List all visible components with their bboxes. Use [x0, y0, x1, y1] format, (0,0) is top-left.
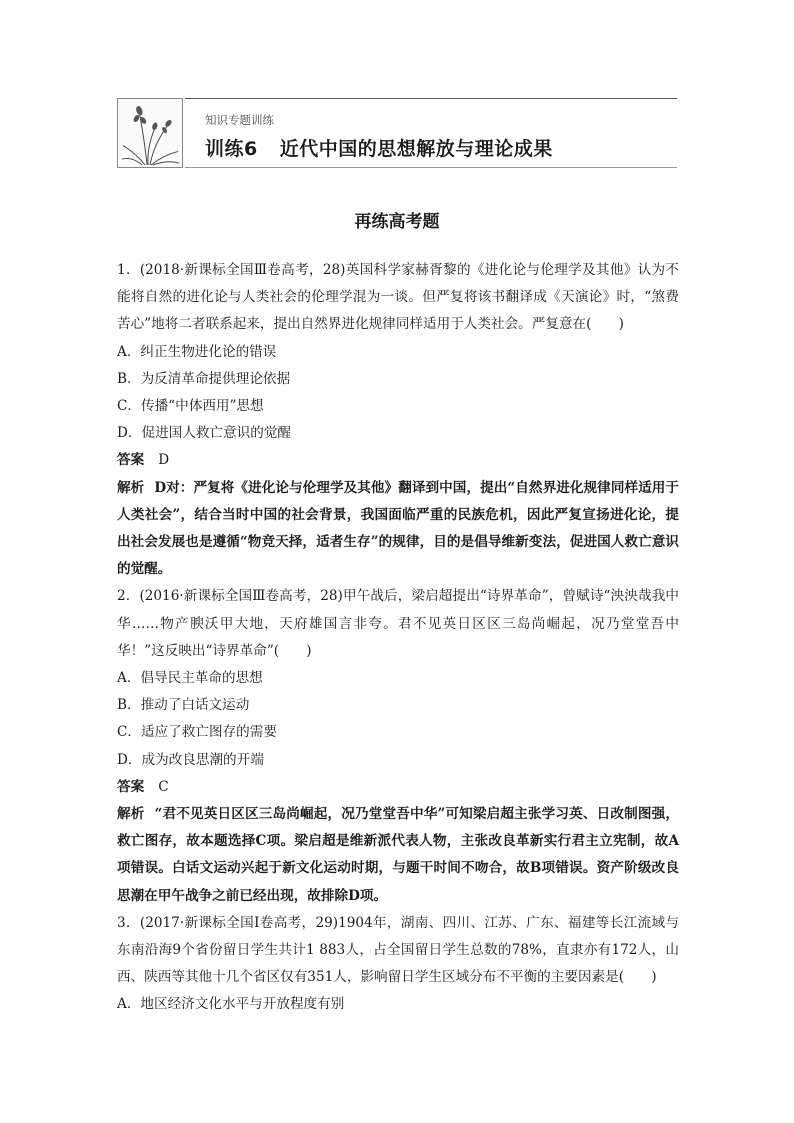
unit-title-text: 近代中国的思想解放与理论成果 [279, 138, 553, 160]
answer-line [117, 774, 679, 801]
unit-title [205, 134, 553, 161]
analysis-text: D对：严复将《进化论与伦理学及其他》翻译到中国，提出“自然界进化规律同样适用于人类社会”，结合当时中国的社会背景，我国面临严重的民族危机，因此严复宣扬进化论，提出社会发展也是遵循“物竞天择，适者生存”的规律，目的是倡导维新变法，促进国人救亡意识的觉醒。 [117, 479, 680, 578]
orchid-logo-icon [117, 98, 183, 168]
analysis-line [117, 475, 679, 584]
unit-number: 训练6 [205, 138, 258, 160]
answer-label: 答案 [117, 452, 145, 469]
analysis-label: 解析 [117, 806, 145, 823]
option-c: C．传播“中体西用”思想 [117, 398, 264, 415]
option-b: B．推动了白话文运动 [117, 697, 250, 714]
option-b: B．为反清革命提供理论依据 [117, 370, 291, 387]
option-a: A．纠正生物进化论的错误 [117, 343, 277, 360]
analysis-line [117, 801, 679, 910]
option-a: A．倡导民主革命的思想 [117, 670, 263, 687]
answer-value: D [158, 452, 170, 469]
page-header [117, 98, 677, 168]
header-top-rule [185, 98, 677, 99]
option-d: D．促进国人救亡意识的觉醒 [117, 425, 292, 442]
header-kicker: 知识专题训练 [205, 113, 274, 127]
question-stem: 3．(2017·新课标全国Ⅰ卷高考，29)1904年，湖南、四川、江苏、广东、福建等长江流域与东南沿海9个省份留日学生共计1 883人，占全国留日学生总数的78%，直隶亦有172人，山西、陕西等其他十几个省区仅有351人，影响留日学生区域分布不平衡的主要因素是( ) [117, 914, 679, 986]
option-c: C．适应了救亡图存的需要 [117, 724, 277, 741]
answer-line [117, 447, 679, 474]
question-list [117, 257, 679, 1019]
section-title: 再练高考题 [354, 212, 440, 232]
header-bottom-rule [185, 167, 677, 168]
answer-label: 答案 [117, 778, 145, 795]
analysis-label: 解析 [117, 479, 145, 496]
answer-value: C [158, 778, 169, 795]
option-d: D．成为改良思潮的开端 [117, 751, 264, 768]
analysis-text: “君不见英日区区三岛尚崛起，况乃堂堂吾中华”可知梁启超主张学习英、日改制图强，救亡图存，故本题选择C项。梁启超是维新派代表人物，主张改良革新实行君主立宪制，故A项错误。白话文运动兴起于新文化运动时期，与题干时间不吻合，故B项错误。资产阶级改良思潮在甲午战争之前已经出现，故排除D项。 [117, 806, 679, 904]
question-stem: 1．(2018·新课标全国Ⅲ卷高考，28)英国科学家赫胥黎的《进化论与伦理学及其他》认为不能将自然的进化论与人类社会的伦理学混为一谈。但严复将该书翻译成《天演论》时，“煞费苦心”地将二者联系起来，提出自然界进化规律同样适用于人类社会。严复意在( ) [117, 262, 679, 333]
option-a: A．地区经济文化水平与开放程度有别 [117, 996, 345, 1013]
question-stem: 2．(2016·新课标全国Ⅲ卷高考，28)甲午战后，梁启超提出“诗界革命”，曾赋诗“泱泱哉我中华……物产腴沃甲大地，天府雄国言非夸。君不见英日区区三岛尚崛起，况乃堂堂吾中华！”这反映出“诗界革命”( ) [117, 588, 679, 659]
